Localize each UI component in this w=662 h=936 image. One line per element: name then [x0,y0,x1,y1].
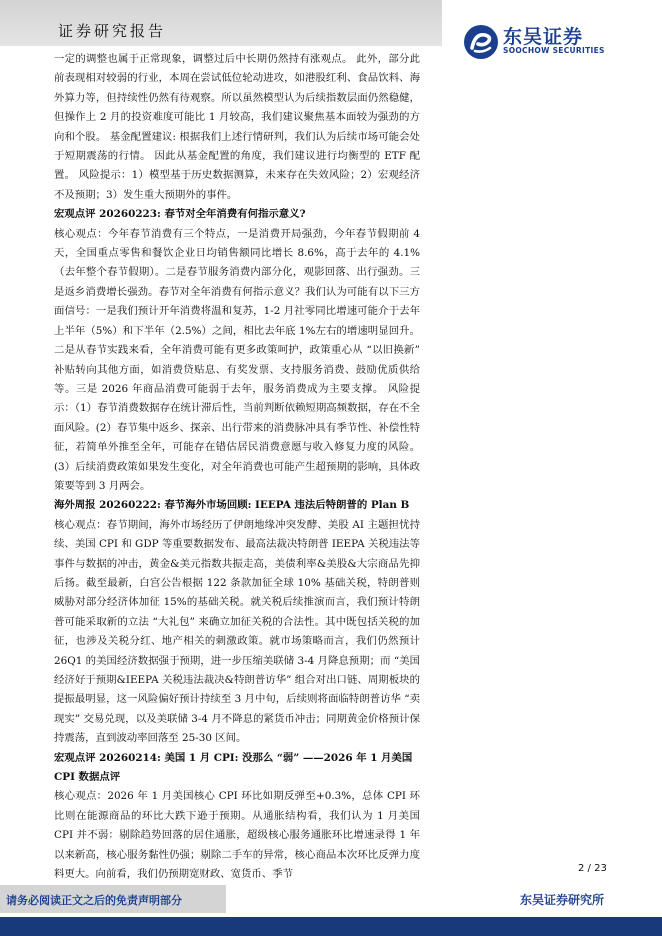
section-heading-macro-0223: 宏观点评 20260223: 春节对全年消费有何指示意义? [54,208,306,221]
brand-name-en: SOOCHOW SECURITIES [503,46,605,55]
report-body [54,50,420,884]
soochow-logo-icon [463,24,499,60]
section-body-macro-0214: 核心观点：2026 年 1 月美国核心 CPI 环比如期反弹至+0.3%，总体 CPI 环比则在能源商品的环比大跌下逊于预期。从通胀结构看，我们认为 1 月美国 CPI 并不弱：剔除趋势回落的居住通胀，超级核心服务通胀环比增速录得 1 年以来新高，核心服务黏性仍强；剔除二手车的异常，核心商品本次环比反弹力度料更大。向前看，我们仍预期宽财政、宽货币、季节 [54,790,420,881]
section-body-overseas-0222: 核心观点：春节期间，海外市场经历了伊朗地缘冲突发酵、美股 AI 主题担忧持续、美国 CPI 和 GDP 等重要数据发布、最高法裁决特朗普 IEEPA 关税违法等事件与数据的冲击，黄金&美元指数共振走高，美债利率&美股&大宗商品先抑后扬。截至最新，白宫公告根据 122 条款加征全球 10% 基础关税，特朗普则威胁对部分经济体加征 15%的基础关税。就关税后续推演而言，我们预计特朗普可能采取新的立法 “大礼包” 来确立加征关税的合法性。其中既包括关税的加征，也涉及关税分红、地产相关的刺激政策。就市场策略而言，我们仍然预计 26Q1 的美国经济数据强于预期，进一步压缩美联储 3-4 月降息预期；而 “美国经济好于预期&IEEPA 关税违法裁决&特朗普访华” 组合对出口链、周期板块的提振最明显，这一风险偏好预计持续至 3 月中旬，后续则将面临特朗普访华 “卖现实” 交易兑现，以及美联储 3-4 月不降息的紧货币冲击；同期黄金价格预计保持震荡，直到波动率回落至 25-30 区间。 [54,518,420,745]
disclaimer-note: 请务必阅读正文之后的免责声明部分 [6,894,182,907]
page-number: 2 / 23 [578,863,607,874]
report-type-title: 证券研究报告 [58,22,167,40]
section-body-macro-0223: 核心观点：今年春节消费有三个特点，一是消费开局强劲，今年春节假期前 4 天，全国重点零售和餐饮企业日均销售额同比增长 8.6%，高于去年的 4.1%（去年整个春节假期）。二是春节服务消费内部分化，观影回落、出行强劲。三是返乡消费增长强劲。春节对全年消费有何指示意义？我们认为可能有以下三方面信号：一是我们预计开年消费将温和复苏，1-2 月社零同比增速可能介于去年上半年（5%）和下半年（2.5%）之间，相比去年底 1%左右的增速明显回升。二是从春节实践来看，全年消费可能有更多政策呵护，政策重心从 “以旧换新” 补贴转向其他方面，如消费贷贴息、有奖发票、支持服务消费、鼓励优质供给等。三是 2026 年商品消费可能弱于去年，服务消费成为主要支撑。 风险提示：（1）春节消费数据存在统计滞后性，当前判断依赖短期高频数据，存在不全面风险。(2）春节集中返乡、探亲、出行带来的消费脉冲具有季节性、补偿性特征，若简单外推至全年，可能存在错估居民消费意愿与收入修复力度的风险。(3）后续消费政策如果发生变化，对全年消费也可能产生超预期的影响，具体政策要等到 3 月两会。 [54,227,420,492]
bottom-bar [0,917,662,936]
brand-name-cn: 东吴证券 [503,26,584,48]
footer-band [0,885,226,913]
intro-paragraph: 一定的调整也属于正常现象，调整过后中长期仍然持有涨观点。 此外，部分此前表现相对较弱的行业，本周在尝试低位轮动进攻，如港股红利、食品饮料、海外算力等，但持续性仍然有待观察。所以虽然模型认为后续指数层面仍然稳健，但操作上 2 月的投资难度可能比 1 月较高，我们建议聚焦基本面较为强劲的方向和个股。 基金配置建议: 根据我们上述行情研判，我们认为后续市场可能会处于短期震荡的行情。 因此从基金配置的角度，我们建议进行均衡型的 ETF 配置。 风险提示：1）模型基于历史数据测算，未来存在失效风险；2）宏观经济不及预期；3）发生重大预期外的事件。 [54,53,420,201]
research-institute-name: 东吴证券研究所 [520,893,605,907]
header-band [0,0,442,46]
brand-logo [463,24,623,60]
section-heading-overseas-0222: 海外周报 20260222: 春节海外市场回顾: IEEPA 违法后特朗普的 Plan B [54,499,410,512]
section-heading-macro-0214: 宏观点评 20260214: 美国 1 月 CPI: 没那么 “弱” ——2026 年 1 月美国 CPI 数据点评 [54,751,413,784]
